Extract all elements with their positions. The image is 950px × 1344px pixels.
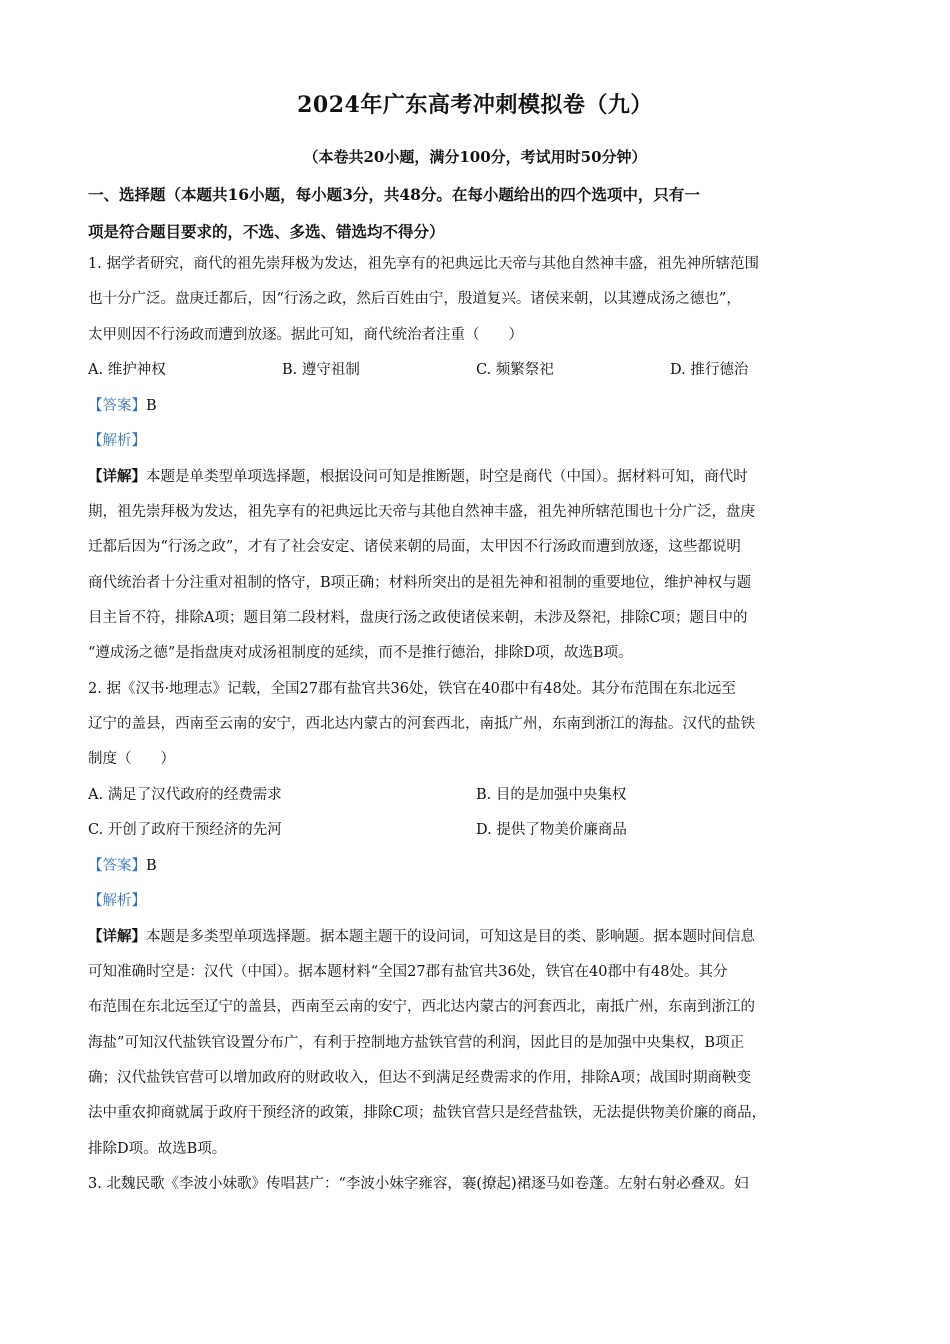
detail-text-line: 海盐”可知汉代盐铁官设置分布广，有利于控制地方盐铁官营的利润，因此目的是加强中央集权，B项正 bbox=[88, 1034, 745, 1051]
detail-text-line: 可知准确时空是：汉代（中国）。据本题材料“全国27郡有盐官共36处，铁官在40郡中有48处。其分 bbox=[88, 963, 728, 980]
question-stem-line: 3. 北魏民歌《李波小妹歌》传唱甚广：“李波小妹字雍容，褰(撩起)裙逐马如卷蓬。左射右射必叠双。妇 bbox=[88, 1176, 749, 1193]
answer-line bbox=[88, 849, 866, 884]
option-d: D. 提供了物美价廉商品 bbox=[476, 822, 627, 839]
question-stem-line: 太甲则因不行汤政而遭到放逐。据此可知，商代统治者注重（ ） bbox=[88, 326, 523, 343]
question-2 bbox=[88, 672, 866, 1167]
option-a: A. 维护神权 bbox=[88, 362, 166, 379]
option-d: D. 推行德治 bbox=[670, 362, 749, 379]
detail-text: 本题是单类型单项选择题，根据设问可知是推断题，时空是商代（中国）。据材料可知，商代时 bbox=[146, 469, 748, 486]
option-row bbox=[88, 778, 866, 813]
section-heading-line: 一、选择题（本题共16小题，每小题3分，共48分。在每小题给出的四个选项中，只有一 bbox=[88, 185, 700, 204]
analysis-line bbox=[88, 884, 866, 919]
detail-text-line: 法中重农抑商就属于政府干预经济的政策，排除C项；盐铁官营只是经营盐铁，无法提供物美价廉的商品， bbox=[88, 1105, 767, 1122]
option-c: C. 频繁祭祀 bbox=[476, 362, 554, 379]
question-stem-line: 1. 据学者研究，商代的祖先崇拜极为发达，祖先享有的祀典远比天帝与其他自然神丰盛，祖先神所辖范围 bbox=[88, 256, 759, 272]
option-c: C. 开创了政府干预经济的先河 bbox=[88, 822, 282, 839]
option-row bbox=[88, 353, 866, 388]
question-1 bbox=[88, 247, 866, 672]
detail-text-line: 目主旨不符，排除A项；题目第二段材料，盘庚行汤之政使诸侯来朝，未涉及祭祀，排除C项；题目中的 bbox=[88, 609, 748, 626]
detail-label: 【详解】 bbox=[88, 928, 146, 946]
answer-line bbox=[88, 389, 866, 424]
detail-line bbox=[88, 459, 866, 494]
option-b: B. 目的是加强中央集权 bbox=[476, 786, 627, 803]
detail-text: 本题是多类型单项选择题。据本题主题干的设问词，可知这是目的类、影响题。据本题时间信息 bbox=[146, 929, 755, 946]
question-stem-line: 制度（ ） bbox=[88, 751, 175, 768]
answer-label: 【答案】 bbox=[88, 397, 146, 414]
page-title: 2024年广东高考冲刺模拟卷（九） bbox=[297, 92, 653, 118]
detail-label: 【详解】 bbox=[88, 468, 146, 486]
detail-text-line: 布范围在东北远至辽宁的盖县，西南至云南的安宁，西北达内蒙古的河套西北，南抵广州，东南到浙江的 bbox=[88, 999, 755, 1016]
answer-label: 【答案】 bbox=[88, 857, 146, 874]
option-row bbox=[88, 813, 866, 848]
detail-text-line: 商代统治者十分注重对祖制的恪守，B项正确；材料所突出的是祖先神和祖制的重要地位，维护神权与题 bbox=[88, 574, 752, 591]
detail-text-line: 期，祖先崇拜极为发达，祖先享有的祀典远比天帝与其他自然神丰盛，祖先神所辖范围也十分广泛，盘庚 bbox=[88, 503, 755, 520]
option-a: A. 满足了汉代政府的经费需求 bbox=[88, 786, 282, 803]
detail-text-line: 确；汉代盐铁官营可以增加政府的财政收入，但达不到满足经费需求的作用，排除A项；战国时期商鞅变 bbox=[88, 1069, 751, 1086]
analysis-line bbox=[88, 424, 866, 459]
detail-text-line: 迁都后因为“行汤之政”，才有了社会安定、诸侯来朝的局面，太甲因不行汤政而遭到放逐，这些都说明 bbox=[88, 539, 741, 556]
question-stem-line: 2. 据《汉书·地理志》记载，全国27郡有盐官共36处，铁官在40郡中有48处。其分布范围在东北远至 bbox=[88, 680, 736, 697]
question-list bbox=[88, 247, 866, 1203]
question-3 bbox=[88, 1167, 866, 1202]
section-heading bbox=[88, 176, 866, 250]
detail-text-line: 排除D项。故选B项。 bbox=[88, 1140, 227, 1157]
question-stem-line: 辽宁的盖县，西南至云南的安宁，西北达内蒙古的河套西北，南抵广州，东南到浙江的海盐。汉代的盐铁 bbox=[88, 716, 755, 733]
answer-value: B bbox=[146, 857, 157, 874]
detail-line bbox=[88, 919, 866, 954]
analysis-label: 【解析】 bbox=[88, 432, 146, 449]
detail-text-line: “遵成汤之德”是指盘庚对成汤祖制度的延续，而不是推行德治，排除D项，故选B项。 bbox=[88, 645, 633, 662]
option-b: B. 遵守祖制 bbox=[282, 362, 360, 379]
question-stem-line: 也十分广泛。盘庚迁都后，因“行汤之政，然后百姓由宁，殷道复兴。诸侯来朝，以其遵成汤之德也”， bbox=[88, 291, 741, 308]
answer-value: B bbox=[146, 397, 157, 414]
section-heading-line: 项是符合题目要求的，不选、多选、错选均不得分） bbox=[88, 222, 445, 241]
exam-info: （本卷共20小题，满分100分，考试用时50分钟） bbox=[303, 148, 647, 166]
analysis-label: 【解析】 bbox=[88, 893, 146, 910]
